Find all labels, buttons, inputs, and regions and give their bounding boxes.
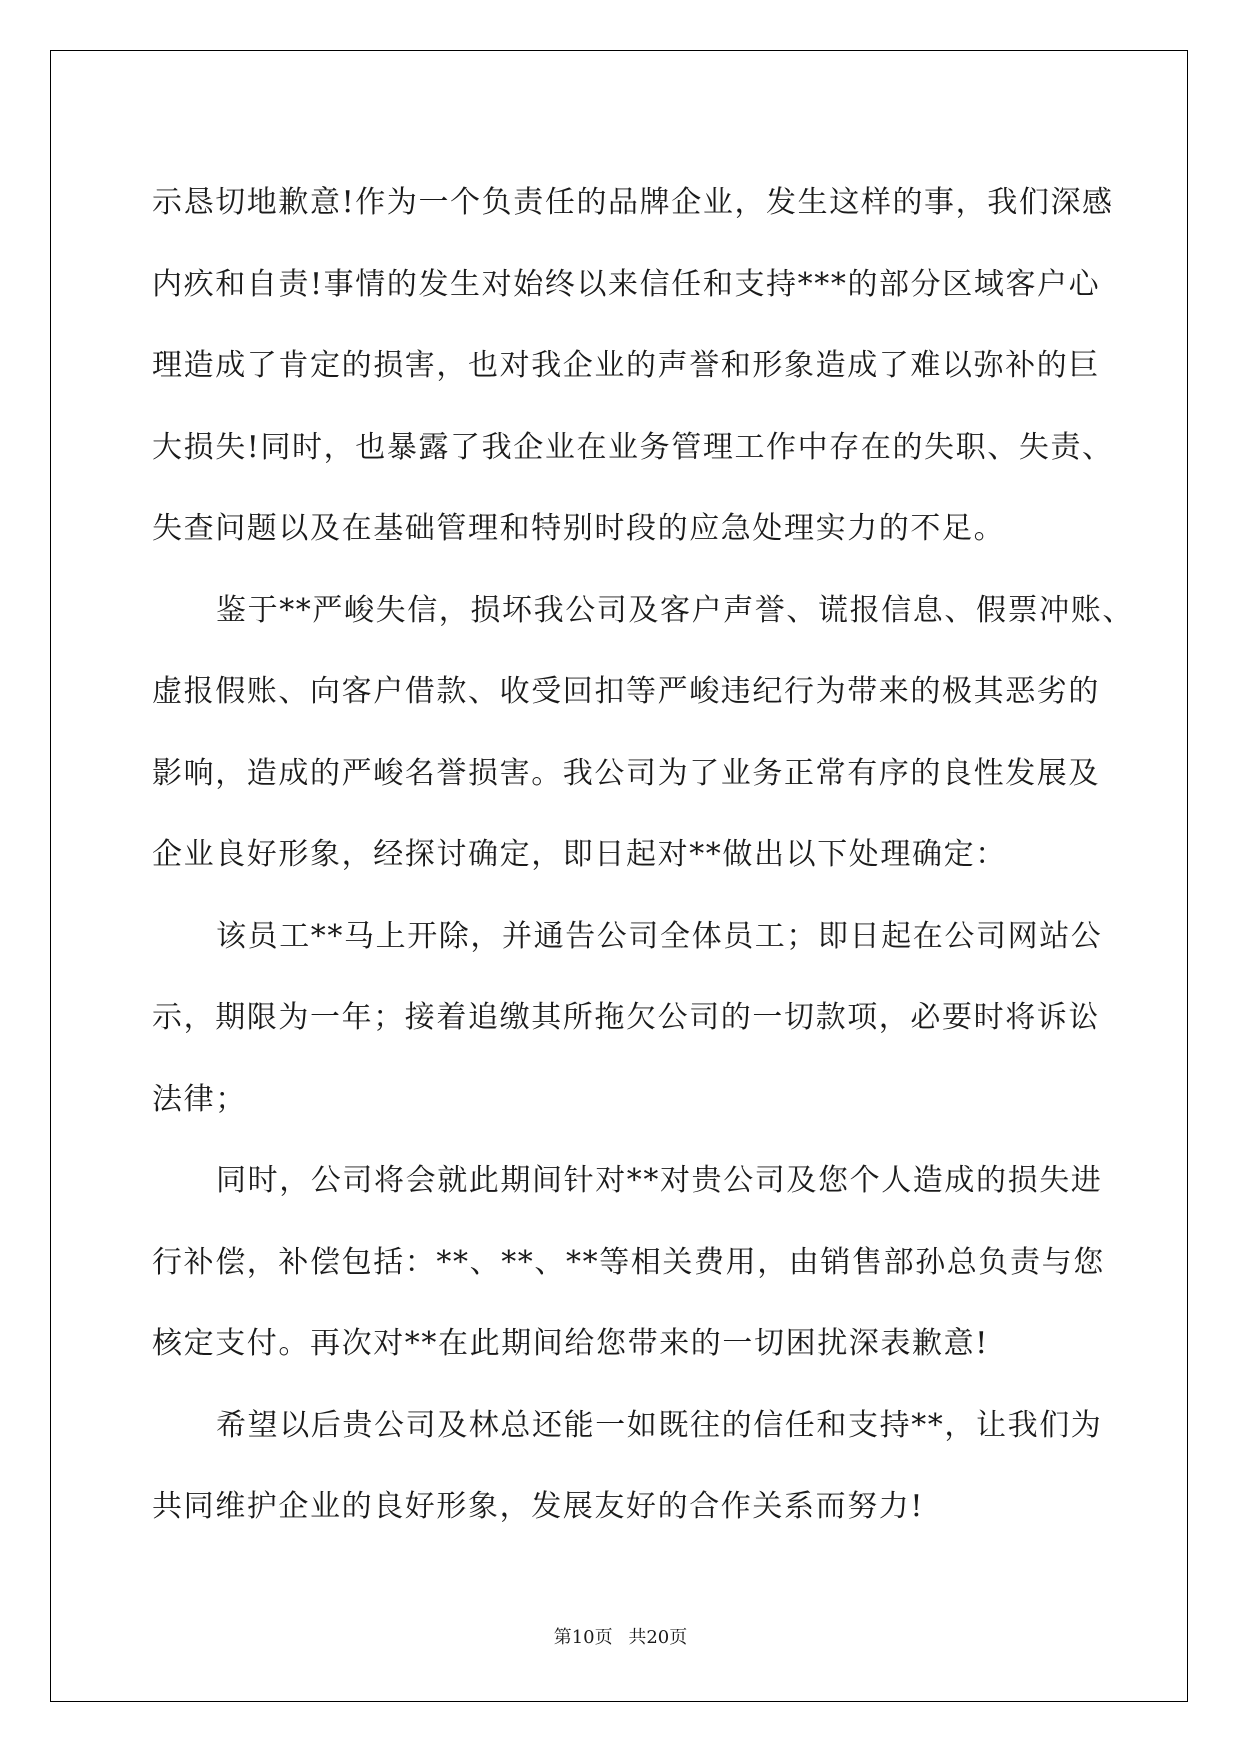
- text-line: 希望以后贵公司及林总还能一如既往的信任和支持**，让我们为: [216, 1407, 1103, 1443]
- text-line: 该员工**马上开除，并通告公司全体员工；即日起在公司网站公: [216, 918, 1103, 954]
- text-line: 鉴于**严峻失信，损坏我公司及客户声誉、谎报信息、假票冲账、: [216, 592, 1134, 628]
- text-line: 核定支付。再次对**在此期间给您带来的一切困扰深表歉意!: [152, 1326, 989, 1361]
- text-line: 内疚和自责!事情的发生对始终以来信任和支持***的部分区域客户心: [152, 266, 1101, 302]
- text-line: 失查问题以及在基础管理和特别时段的应急处理实力的不足。: [152, 511, 1006, 546]
- text-line: 示，期限为一年；接着追缴其所拖欠公司的一切款项，必要时将诉讼: [152, 1000, 1100, 1035]
- text-line: 影响，造成的严峻名誉损害。我公司为了业务正常有序的良性发展及: [152, 755, 1100, 791]
- document-body: [152, 162, 1134, 1548]
- text-line: 大损失!同时，也暴露了我企业在业务管理工作中存在的失职、失责、: [152, 429, 1114, 465]
- text-line: 行补偿，补偿包括：**、**、**等相关费用，由销售部孙总负责与您: [152, 1244, 1105, 1280]
- text-line: 理造成了肯定的损害，也对我企业的声誉和形象造成了难以弥补的巨: [152, 348, 1100, 383]
- text-line: 法律；: [152, 1081, 247, 1117]
- text-line: 虚报假账、向客户借款、收受回扣等严峻违纪行为带来的极其恶劣的: [152, 674, 1100, 709]
- text-line: 共同维护企业的良好形象，发展友好的合作关系而努力!: [152, 1489, 925, 1524]
- text-line: 同时，公司将会就此期间针对**对贵公司及您个人造成的损失进: [216, 1163, 1103, 1198]
- text-line: 示恳切地歉意!作为一个负责任的品牌企业，发生这样的事，我们深感: [152, 185, 1114, 220]
- text-line: 企业良好形象，经探讨确定，即日起对**做出以下处理确定：: [152, 837, 1007, 872]
- page-number-footer: 第10页 共20页: [553, 1627, 688, 1648]
